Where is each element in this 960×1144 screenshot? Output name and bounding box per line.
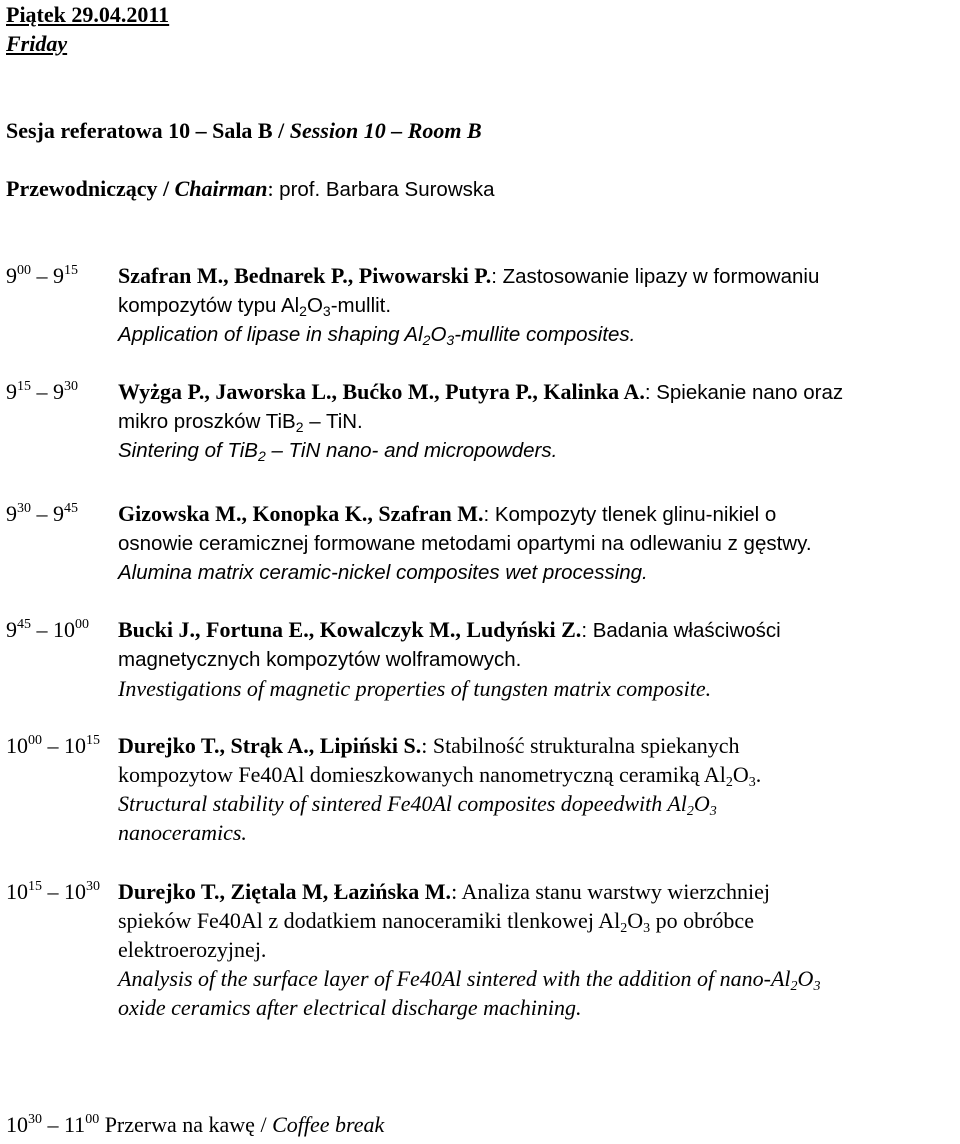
talk-title-pl: : Spiekanie nano oraz: [644, 381, 844, 404]
talk-title-pl-cont: kompozytów typu $Al_2O_3$-mullit.: [118, 294, 392, 319]
talk-time: $9^{15} - 9^{30}$: [6, 379, 78, 404]
talk-content: [118, 261, 960, 349]
talk-title-en-cont: oxide ceramics after electrical discharge machining.: [118, 995, 582, 1020]
talk-time: $10^{15} - 10^{30}$: [6, 879, 100, 904]
talk-authors: Gizowska M., Konopka K., Szafran M.: [118, 501, 484, 526]
talk-title-en: Application of lipase in shaping $Al_2O_3$-mullite composites.: [118, 323, 636, 348]
coffee-break: $10^{30} - 11^{00}$ Przerwa na kawę / Coffee break: [6, 1112, 385, 1137]
talk-time: $9^{00} - 9^{15}$: [6, 263, 78, 288]
chairman-separator: :: [267, 176, 280, 201]
session-title: [6, 116, 482, 145]
talk-content: [118, 615, 960, 703]
talk-title-pl: : Analiza stanu warstwy wierzchniej: [451, 879, 770, 904]
talk-content: [118, 377, 960, 465]
day-heading-english: Friday: [6, 31, 68, 56]
talk-title-pl: : Stabilność strukturalna spiekanych: [421, 733, 740, 758]
talk-content: [118, 877, 960, 1022]
coffee-break-label-en: Coffee break: [272, 1112, 385, 1137]
talk-authors: Szafran M., Bednarek P., Piwowarski P.: [118, 263, 492, 288]
talk-title-pl-cont: magnetycznych kompozytów wolframowych.: [118, 648, 522, 671]
talk-authors: Bucki J., Fortuna E., Kowalczyk M., Ludyński Z.: [118, 617, 582, 642]
talk-content: [118, 499, 960, 587]
chairman-label-en: Chairman: [174, 176, 268, 201]
chairman-line: [6, 174, 495, 204]
talk-title-en: Analysis of the surface layer of Fe40Al sintered with the addition of nano-$Al_2O_3$: [118, 966, 821, 994]
talk-title-pl-cont: osnowie ceramicznej formowane metodami opartymi na odlewaniu z gęstwy.: [118, 532, 812, 555]
session-title-pl: Sesja referatowa 10 – Sala B /: [6, 118, 290, 143]
talk-title-pl-cont: mikro proszków TiB$_2$ – TiN.: [118, 410, 363, 435]
talk-content: [118, 731, 960, 847]
talk-title-pl: : Badania właściwości: [581, 619, 781, 642]
session-title-en: Session 10 – Room B: [289, 118, 482, 143]
talk-authors: Durejko T., Strąk A., Lipiński S.: [118, 733, 422, 758]
talk-title-en: Investigations of magnetic properties of tungsten matrix composite.: [118, 676, 712, 701]
talk-title-en: Alumina matrix ceramic-nickel composites wet processing.: [118, 561, 648, 584]
talk-title-en-cont: nanoceramics.: [118, 820, 247, 845]
coffee-break-label-pl: Przerwa na kawę /: [99, 1112, 273, 1137]
talk-authors: Wyżga P., Jaworska L., Bućko M., Putyra P., Kalinka A.: [118, 379, 645, 404]
talk-title-pl-cont: spieków Fe40Al z dodatkiem nanoceramiki tlenkowej $Al_2O_3$ po obróbce: [118, 908, 754, 936]
talk-time: $9^{45} - 10^{00}$: [6, 617, 89, 642]
talk-title-en: Sintering of TiB$_2$ – TiN nano- and micropowders.: [118, 439, 558, 464]
talk-time: $10^{00} - 10^{15}$: [6, 733, 100, 758]
chairman-label-pl: Przewodniczący /: [6, 176, 175, 201]
talk-title-pl: : Kompozyty tlenek glinu-nikiel o: [483, 503, 777, 526]
talk-authors: Durejko T., Ziętala M, Łazińska M.: [118, 879, 452, 904]
talk-title-en: Structural stability of sintered Fe40Al composites dopeedwith $Al_2O_3$: [118, 791, 717, 819]
talk-title-pl: : Zastosowanie lipazy w formowaniu: [491, 265, 820, 288]
day-heading: Piątek 29.04.2011: [6, 2, 170, 27]
talk-time: $9^{30} - 9^{45}$: [6, 501, 78, 526]
talk-title-pl-cont: kompozytow Fe40Al domieszkowanych nanometryczną ceramiką $Al_2O_3$.: [118, 762, 762, 790]
chairman-name: prof. Barbara Surowska: [279, 178, 495, 201]
talk-title-pl-cont: elektroerozyjnej.: [118, 937, 267, 962]
